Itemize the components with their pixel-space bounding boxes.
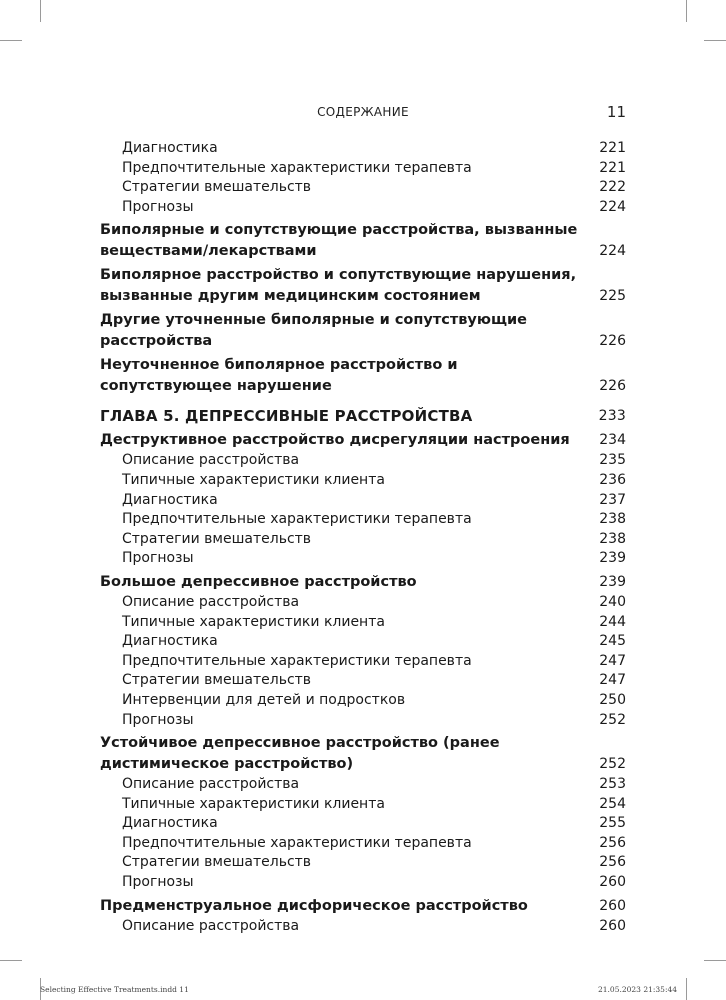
toc-entry-title: Типичные характеристики клиента xyxy=(122,471,385,488)
crop-mark xyxy=(704,960,726,961)
toc-subsection xyxy=(100,671,626,691)
toc-subsection xyxy=(100,652,626,672)
toc-entry-page: 226 xyxy=(599,378,626,395)
toc-entry-page: 235 xyxy=(599,452,626,469)
toc-entry-page: 226 xyxy=(599,333,626,350)
toc-subsection xyxy=(100,834,626,854)
toc-entry-title: Диагностика xyxy=(122,491,218,508)
toc-entry-page: 256 xyxy=(599,854,626,871)
toc-entry-title: Прогнозы xyxy=(122,550,194,567)
toc-entry-title: Другие уточненные биполярные и сопутствующие расстройства xyxy=(100,312,527,350)
toc-entry-title: Типичные характеристики клиента xyxy=(122,613,385,630)
toc-entry-page: 238 xyxy=(599,511,626,528)
toc-subsection xyxy=(100,451,626,471)
toc-entry-page: 234 xyxy=(599,432,626,449)
toc-entry-page: 238 xyxy=(599,530,626,547)
toc-entry-title: Большое депрессивное расстройство xyxy=(100,573,417,590)
toc-entry-title: Диагностика xyxy=(122,633,218,650)
footer-file-name: Selecting Effective Treatments.indd 11 xyxy=(40,985,189,994)
toc-section xyxy=(100,220,626,262)
toc-entry-page: 252 xyxy=(599,756,626,773)
toc-section xyxy=(100,733,626,775)
toc-entry-page: 239 xyxy=(599,550,626,567)
toc-subsection xyxy=(100,917,626,937)
toc-entry-page: 256 xyxy=(599,834,626,851)
table-of-contents xyxy=(100,139,626,936)
toc-entry-title: Предпочтительные характеристики терапевта xyxy=(122,511,472,528)
toc-chapter xyxy=(100,405,626,427)
crop-mark xyxy=(0,960,22,961)
toc-entry-title: Предменструальное дисфорическое расстройство xyxy=(100,897,528,914)
toc-subsection xyxy=(100,814,626,834)
toc-subsection xyxy=(100,593,626,613)
toc-entry-title: Неуточненное биполярное расстройство и сопутствующее нарушение xyxy=(100,357,458,395)
toc-entry-title: Интервенции для детей и подростков xyxy=(122,691,406,708)
toc-subsection xyxy=(100,613,626,633)
toc-entry-title: Описание расстройства xyxy=(122,776,300,793)
page-number: 11 xyxy=(606,103,626,121)
running-header: СОДЕРЖАНИЕ xyxy=(317,105,409,119)
toc-subsection xyxy=(100,159,626,179)
toc-subsection xyxy=(100,711,626,731)
toc-entry-page: 233 xyxy=(598,408,626,425)
toc-entry-title: Предпочтительные характеристики терапевта xyxy=(122,834,472,851)
toc-entry-page: 260 xyxy=(599,897,626,914)
toc-entry-page: 260 xyxy=(599,874,626,891)
toc-entry-page: 221 xyxy=(599,140,626,156)
toc-entry-title: Прогнозы xyxy=(122,874,194,891)
toc-section xyxy=(100,572,626,593)
toc-entry-title: Описание расстройства xyxy=(122,452,300,469)
toc-entry-page: 237 xyxy=(599,491,626,508)
toc-entry-title: Диагностика xyxy=(122,140,218,156)
toc-entry-page: 239 xyxy=(599,573,626,590)
toc-entry-title: Деструктивное расстройство дисрегуляции настроения xyxy=(100,432,570,449)
toc-subsection xyxy=(100,530,626,550)
toc-section xyxy=(100,310,626,352)
toc-entry-title: ГЛАВА 5. ДЕПРЕССИВНЫЕ РАССТРОЙСТВА xyxy=(100,407,473,426)
toc-section xyxy=(100,896,626,917)
toc-entry-title: Стратегии вмешательств xyxy=(122,179,312,196)
toc-entry-title: Предпочтительные характеристики терапевта xyxy=(122,652,472,669)
toc-entry-page: 254 xyxy=(599,795,626,812)
toc-subsection xyxy=(100,549,626,569)
toc-entry-title: Биполярное расстройство и сопутствующие нарушения, вызванные другим медицинским состоянием xyxy=(100,267,577,305)
toc-entry-page: 244 xyxy=(599,613,626,630)
toc-entry-title: Предпочтительные характеристики терапевта xyxy=(122,159,472,176)
toc-subsection xyxy=(100,471,626,491)
toc-entry-page: 252 xyxy=(599,711,626,728)
toc-entry-title: Стратегии вмешательств xyxy=(122,530,312,547)
toc-subsection xyxy=(100,139,626,159)
crop-mark xyxy=(704,40,726,41)
toc-entry-page: 224 xyxy=(599,198,626,215)
toc-entry-page: 253 xyxy=(599,776,626,793)
toc-entry-page: 221 xyxy=(599,159,626,176)
toc-subsection xyxy=(100,632,626,652)
toc-entry-title: Диагностика xyxy=(122,815,218,832)
toc-subsection xyxy=(100,853,626,873)
toc-subsection xyxy=(100,873,626,893)
toc-subsection xyxy=(100,178,626,198)
toc-section xyxy=(100,355,626,397)
toc-entry-page: 225 xyxy=(599,288,626,305)
toc-entry-title: Стратегии вмешательств xyxy=(122,672,312,689)
toc-entry-title: Описание расстройства xyxy=(122,917,300,934)
toc-entry-title: Биполярные и сопутствующие расстройства, вызванные веществами/лекарствами xyxy=(100,222,578,260)
toc-section xyxy=(100,430,626,451)
toc-section xyxy=(100,265,626,307)
toc-entry-page: 222 xyxy=(599,179,626,196)
toc-entry-title: Прогнозы xyxy=(122,711,194,728)
toc-entry-page: 236 xyxy=(599,471,626,488)
toc-entry-title: Типичные характеристики клиента xyxy=(122,795,385,812)
crop-mark xyxy=(686,978,687,1000)
crop-mark xyxy=(686,0,687,22)
crop-mark xyxy=(40,0,41,22)
footer-datetime: 21.05.2023 21:35:44 xyxy=(598,985,678,994)
toc-entry-page: 240 xyxy=(599,593,626,610)
toc-entry-title: Стратегии вмешательств xyxy=(122,854,312,871)
toc-entry-page: 255 xyxy=(599,815,626,832)
toc-subsection xyxy=(100,775,626,795)
toc-subsection xyxy=(100,795,626,815)
toc-subsection xyxy=(100,510,626,530)
toc-entry-page: 247 xyxy=(599,652,626,669)
toc-entry-page: 245 xyxy=(599,633,626,650)
toc-entry-page: 224 xyxy=(599,243,626,260)
crop-mark xyxy=(0,40,22,41)
toc-subsection xyxy=(100,198,626,218)
toc-entry-page: 260 xyxy=(599,917,626,934)
toc-entry-title: Устойчивое депрессивное расстройство (ранее дистимическое расстройство) xyxy=(100,735,500,773)
toc-entry-page: 247 xyxy=(599,672,626,689)
toc-entry-title: Прогнозы xyxy=(122,198,194,215)
toc-subsection xyxy=(100,491,626,511)
toc-entry-page: 250 xyxy=(599,691,626,708)
toc-entry-title: Описание расстройства xyxy=(122,593,300,610)
toc-subsection xyxy=(100,691,626,711)
